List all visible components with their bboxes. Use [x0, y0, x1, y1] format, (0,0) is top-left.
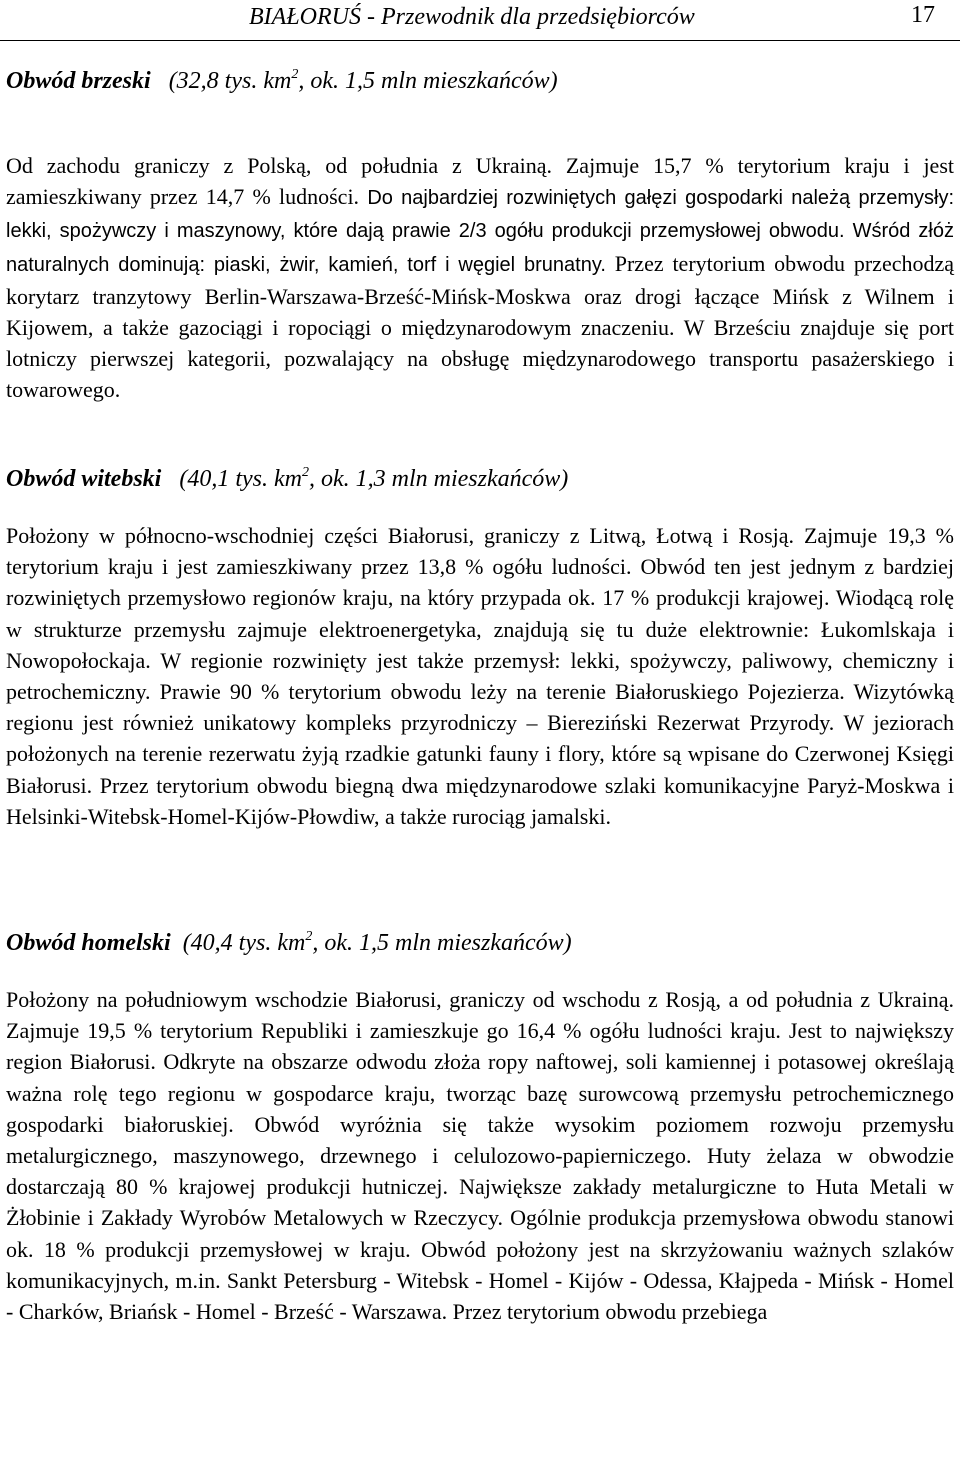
section-name: Obwód witebski	[6, 466, 162, 492]
section-paragraph-homelski: Położony na południowym wschodzie Białorusi, graniczy od wschodu z Rosją, a od południa z Ukrainą. Zajmuje 19,5 % terytorium Republiki i zamieszkuje go 16,4 % ogółu ludności kraju. Jest to największy region Białorusi. Odkryte na obszarze odwodu złoża ropy naftowej, soli kamiennej i potasowej określają ważna rolę tego regionu w gospodarce kraju, tworząc bazę surowcową przemysłu petrochemicznego gospodarki białoruskiej. Obwód wyróżnia się także wysokim poziomem rozwoju przemysłu metalurgicznego, maszynowego, drzewnego i celulozowo-papierniczego. Huty żelaza w obwodzie dostarczają 80 % krajowej produkcji hutniczej. Największe zakłady metalurgiczne to Huta Metali w Żłobinie i Zakłady Wyrobów Metalowych w Rzeczycy. Ogólnie produkcja przemysłowa obwodu stanowi ok. 18 % produkcji przemysłowej w kraju. Obwód położony jest na skrzyżowaniu ważnych szlaków komunikacyjnych, m.in. Sankt Petersburg - Witebsk - Homel - Kijów - Odessa, Kłajpeda - Mińsk - Homel - Charków, Briańsk - Homel - Brześć - Warszawa. Przez terytorium obwodu przebiega	[6, 987, 954, 1325]
section-meta-after: , ok. 1,5 mln mieszkańców)	[312, 930, 572, 956]
page-number: 17	[911, 2, 935, 28]
header-title: BIAŁORUŚ - Przewodnik dla przedsiębiorców	[249, 4, 695, 30]
section-name: Obwód brzeski	[6, 68, 151, 94]
section-meta-before: (40,1 tys. km	[179, 466, 302, 492]
section-meta-after: , ok. 1,3 mln mieszkańców)	[308, 466, 569, 492]
section-name: Obwód homelski	[6, 930, 171, 956]
section-meta-after: , ok. 1,5 mln mieszkańców)	[298, 68, 558, 94]
section-meta-before: (40,4 tys. km	[182, 930, 306, 956]
section-meta-sup: 2	[305, 929, 313, 944]
section-paragraph-brzeski	[6, 150, 954, 406]
section-heading-witebski	[6, 464, 568, 494]
section-heading-brzeski	[6, 66, 558, 96]
page-header	[0, 0, 960, 41]
section-paragraph-witebski: Położony w północno-wschodniej części Białorusi, graniczy z Litwą, Łotwą i Rosją. Zajmuje 19,3 % terytorium kraju i jest zamieszkiwany przez 13,8 % ogółu ludności. Obwód ten jest jednym z bardziej rozwiniętych przemysłowo regionów kraju, na który przypada ok. 17 % produkcji krajowej. Wiodącą rolę w strukturze przemysłu zajmuje elektroenergetyka, znajdują się tu duże elektrownie: Łukomlskaja i Nowopołockaja. W regionie rozwinięty jest także przemysł: lekki, spożywczy, paliwowy, chemiczny i petrochemiczny. Prawie 90 % terytorium obwodu leży na terenie Białoruskiego Pojezierza. Wizytówką regionu jest również unikatowy kompleks przyrodniczy – Biereziński Rezerwat Przyrody. W jeziorach położonych na terenie rezerwatu żyją rzadkie gatunki fauny i flory, które są wpisane do Czerwonej Księgi Białorusi. Przez terytorium obwodu biegną dwa międzynarodowe szlaki komunikacyjne Paryż-Moskwa i Helsinki-Witebsk-Homel-Kijów-Płowdiw, a także rurociąg jamalski.	[6, 523, 954, 829]
paragraph-part2: Do najbardziej rozwiniętych gałęzi gospodarki należą przemysły: lekki, spożywczy i maszynowy, które dają prawie 2/3 ogółu produkcji przemysłowej obwodu. Wśród złóż naturalnych dominują: piaski, żwir, kamień, torf i węgiel brunatny.	[6, 187, 955, 276]
section-meta-sup: 2	[301, 465, 309, 480]
section-meta-before: (32,8 tys. km	[168, 68, 292, 94]
section-meta-sup: 2	[291, 67, 299, 82]
section-heading-homelski	[6, 928, 572, 958]
paragraph-part3: Przez terytorium obwodu przechodzą korytarz tranzytowy Berlin-Warszawa-Brześć-Mińsk-Moskwa oraz drogi łączące Mińsk z Wilnem i Kijowem, a także gazociągi i ropociągi o międzynarodowym znaczeniu. W Brześciu znajduje się port lotniczy pierwszej kategorii, pozwalający na obsługę międzynarodowego transportu pasażerskiego i towarowego.	[6, 250, 955, 403]
paragraph-part1: Od zachodu graniczy z Polską, od południa z Ukrainą. Zajmuje 15,7 % terytorium kraju i jest zamieszkiwany przez 14,7 % ludności.	[6, 153, 954, 210]
